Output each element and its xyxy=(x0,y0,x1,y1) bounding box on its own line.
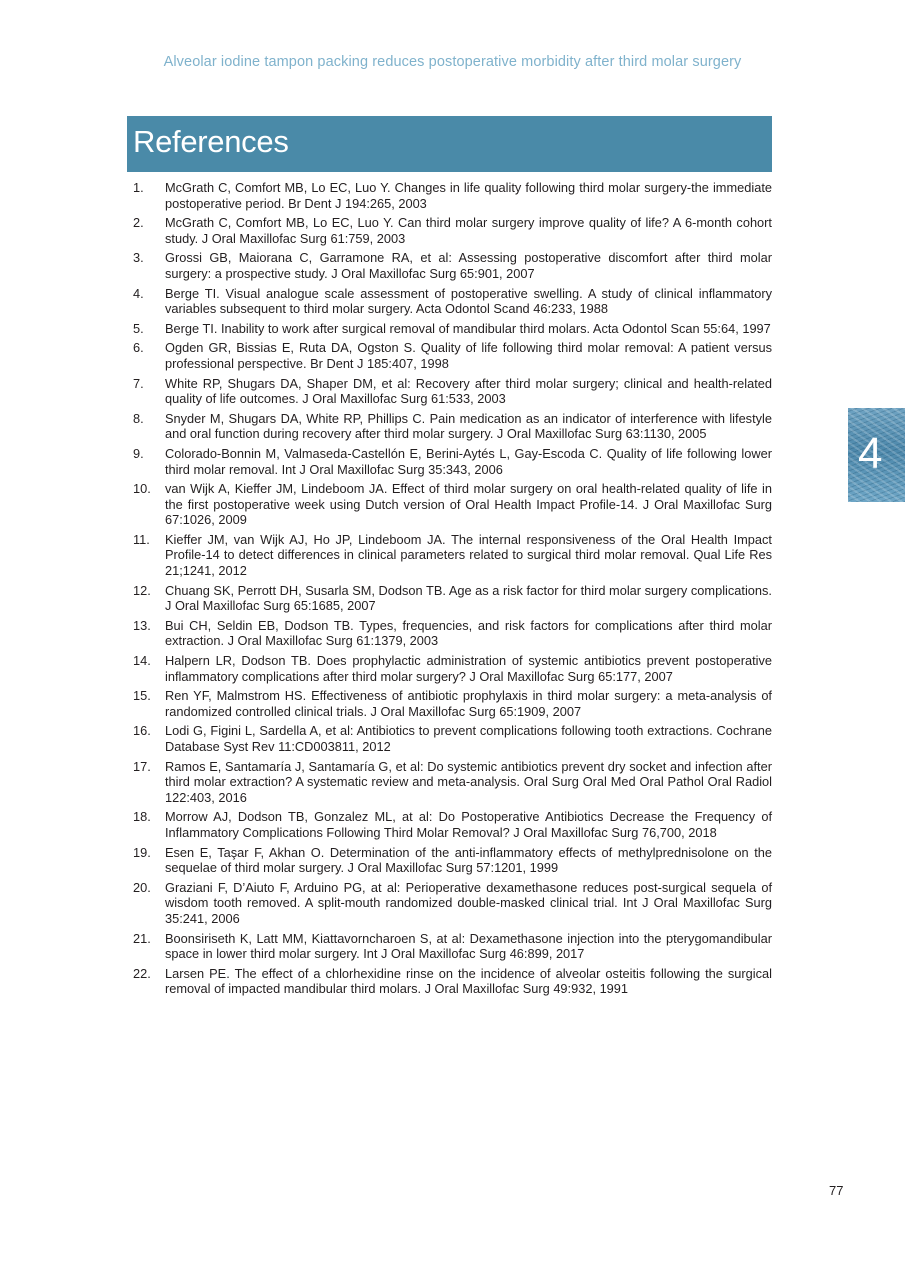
reference-number: 22. xyxy=(133,965,151,981)
reference-number: 21. xyxy=(133,930,151,946)
reference-item xyxy=(133,215,772,246)
reference-number: 8. xyxy=(133,410,144,426)
reference-text: Boonsiriseth K, Latt MM, Kiattavorncharoen S, at al: Dexamethasone injection into the pterygomandibular space in lower third molar surgery. Int J Oral Maxillofac Surg 46:899, 2017 xyxy=(165,930,772,962)
chapter-tab xyxy=(848,408,905,502)
reference-text: McGrath C, Comfort MB, Lo EC, Luo Y. Can third molar surgery improve quality of life? A 6-month cohort study. J Oral Maxillofac Surg 61:759, 2003 xyxy=(165,215,772,246)
reference-text: Halpern LR, Dodson TB. Does prophylactic administration of systemic antibiotics prevent postoperative inflammatory complications after third molar surgery? J Oral Maxillofac Surg 65:177, 2007 xyxy=(165,653,772,684)
page-number: 77 xyxy=(829,1183,844,1198)
reference-number: 19. xyxy=(133,844,151,860)
section-banner xyxy=(127,116,772,172)
reference-item xyxy=(133,880,772,927)
reference-text: Berge TI. Inability to work after surgical removal of mandibular third molars. Acta Odontol Scan 55:64, 1997 xyxy=(165,320,771,336)
chapter-number: 4 xyxy=(858,429,883,478)
reference-text: Graziani F, D’Aiuto F, Arduino PG, at al: Perioperative dexamethasone reduces post-surgical sequela of wisdom tooth removed. A split-mouth randomized double-masked clinical trial. Int J Oral Maxillofac Surg 35:241, 2006 xyxy=(165,879,772,926)
reference-item xyxy=(133,966,772,997)
reference-number: 6. xyxy=(133,340,144,356)
reference-number: 11. xyxy=(133,531,150,547)
reference-number: 15. xyxy=(133,688,151,704)
reference-text: van Wijk A, Kieffer JM, Lindeboom JA. Effect of third molar surgery on oral health-related quality of life in the first postoperative week using Dutch version of Oral Health Impact Profile-14. J Oral Maxillofac Surg 67:1026, 2009 xyxy=(165,481,772,528)
reference-text: Snyder M, Shugars DA, White RP, Phillips C. Pain medication as an indicator of interference with lifestyle and oral function during recovery after third molar surgery. J Oral Maxillofac Surg 63:1130, 2005 xyxy=(165,410,772,442)
reference-number: 4. xyxy=(133,285,144,301)
reference-item xyxy=(133,532,772,579)
reference-item xyxy=(133,809,772,840)
reference-number: 10. xyxy=(133,481,151,497)
reference-text: Esen E, Taşar F, Akhan O. Determination of the anti-inflammatory effects of methylprednisolone on the sequelae of third molar surgery. J Oral Maxillofac Surg 57:1201, 1999 xyxy=(165,844,772,876)
reference-number: 3. xyxy=(133,250,144,266)
reference-text: Bui CH, Seldin EB, Dodson TB. Types, frequencies, and risk factors for complications after third molar extraction. J Oral Maxillofac Surg 61:1379, 2003 xyxy=(165,617,772,649)
reference-text: Ramos E, Santamaría J, Santamaría G, et al: Do systemic antibiotics prevent dry socket and infection after third molar extraction? A systematic review and meta-analysis. Oral Surg Oral Med Oral Pathol Oral Radiol 122:403, 2016 xyxy=(165,758,772,805)
reference-text: Morrow AJ, Dodson TB, Gonzalez ML, at al: Do Postoperative Antibiotics Decrease the Frequency of Inflammatory Complications Following Third Molar Removal? J Oral Maxillofac Surg 76,700, 2018 xyxy=(165,809,772,840)
reference-text: Grossi GB, Maiorana C, Garramone RA, et al: Assessing postoperative discomfort after third molar surgery: a prospective study. J Oral Maxillofac Surg 65:901, 2007 xyxy=(165,250,772,281)
reference-text: Kieffer JM, van Wijk AJ, Ho JP, Lindeboom JA. The internal responsiveness of the Oral Health Impact Profile-14 to detect differences in clinical parameters related to surgical third molar removal. Qual Life Res 21;1241, 2012 xyxy=(165,531,772,579)
reference-text: Ren YF, Malmstrom HS. Effectiveness of antibiotic prophylaxis in third molar surgery: a meta-analysis of randomized controlled clinical trials. J Oral Maxillofac Surg 65:1909, 2007 xyxy=(165,688,772,719)
running-header: Alveolar iodine tampon packing reduces postoperative morbidity after third molar surgery xyxy=(163,54,742,70)
reference-item xyxy=(133,931,772,962)
reference-text: Ogden GR, Bissias E, Ruta DA, Ogston S. Quality of life following third molar removal: A patient versus professional perspective. Br Dent J 185:407, 1998 xyxy=(165,340,772,371)
reference-item xyxy=(133,321,772,337)
reference-list xyxy=(133,180,772,1001)
reference-text: Larsen PE. The effect of a chlorhexidine rinse on the incidence of alveolar osteitis following the surgical removal of impacted mandibular third molars. J Oral Maxillofac Surg 49:932, 1991 xyxy=(165,965,772,997)
reference-number: 12. xyxy=(133,582,151,598)
reference-item xyxy=(133,759,772,806)
reference-item xyxy=(133,618,772,649)
reference-item xyxy=(133,250,772,281)
reference-text: Lodi G, Figini L, Sardella A, et al: Antibiotics to prevent complications following tooth extractions. Cochrane Database Syst Rev 11:CD003811, 2012 xyxy=(165,723,772,754)
reference-item xyxy=(133,180,772,211)
reference-text: Chuang SK, Perrott DH, Susarla SM, Dodson TB. Age as a risk factor for third molar surgery complications. J Oral Maxillofac Surg 65:1685, 2007 xyxy=(165,582,772,614)
reference-number: 18. xyxy=(133,809,151,825)
reference-item xyxy=(133,653,772,684)
reference-number: 14. xyxy=(133,653,151,669)
reference-item xyxy=(133,481,772,528)
reference-number: 7. xyxy=(133,375,144,391)
reference-item xyxy=(133,376,772,407)
reference-text: McGrath C, Comfort MB, Lo EC, Luo Y. Changes in life quality following third molar surgery-the immediate postoperative period. Br Dent J 194:265, 2003 xyxy=(165,180,772,211)
reference-number: 5. xyxy=(133,320,144,336)
reference-item xyxy=(133,446,772,477)
reference-item xyxy=(133,845,772,876)
reference-number: 2. xyxy=(133,215,144,231)
reference-number: 17. xyxy=(133,758,151,774)
reference-text: White RP, Shugars DA, Shaper DM, et al: Recovery after third molar surgery; clinical and health-related quality of life outcomes. J Oral Maxillofac Surg 61:533, 2003 xyxy=(165,375,772,407)
reference-item xyxy=(133,411,772,442)
reference-item xyxy=(133,723,772,754)
reference-text: Colorado-Bonnin M, Valmaseda-Castellón E, Berini-Aytés L, Gay-Escoda C. Quality of life following lower third molar removal. Int J Oral Maxillofac Surg 35:343, 2006 xyxy=(165,445,772,477)
reference-number: 13. xyxy=(133,617,151,633)
reference-number: 9. xyxy=(133,445,144,461)
reference-text: Berge TI. Visual analogue scale assessment of postoperative swelling. A study of clinical inflammatory variables subsequent to third molar surgery. Acta Odontol Scand 46:233, 1988 xyxy=(165,285,772,317)
section-title: References xyxy=(133,124,289,159)
reference-item xyxy=(133,340,772,371)
reference-number: 16. xyxy=(133,723,151,739)
reference-item xyxy=(133,286,772,317)
reference-number: 1. xyxy=(133,180,144,195)
reference-number: 20. xyxy=(133,879,151,895)
reference-item xyxy=(133,583,772,614)
reference-item xyxy=(133,688,772,719)
